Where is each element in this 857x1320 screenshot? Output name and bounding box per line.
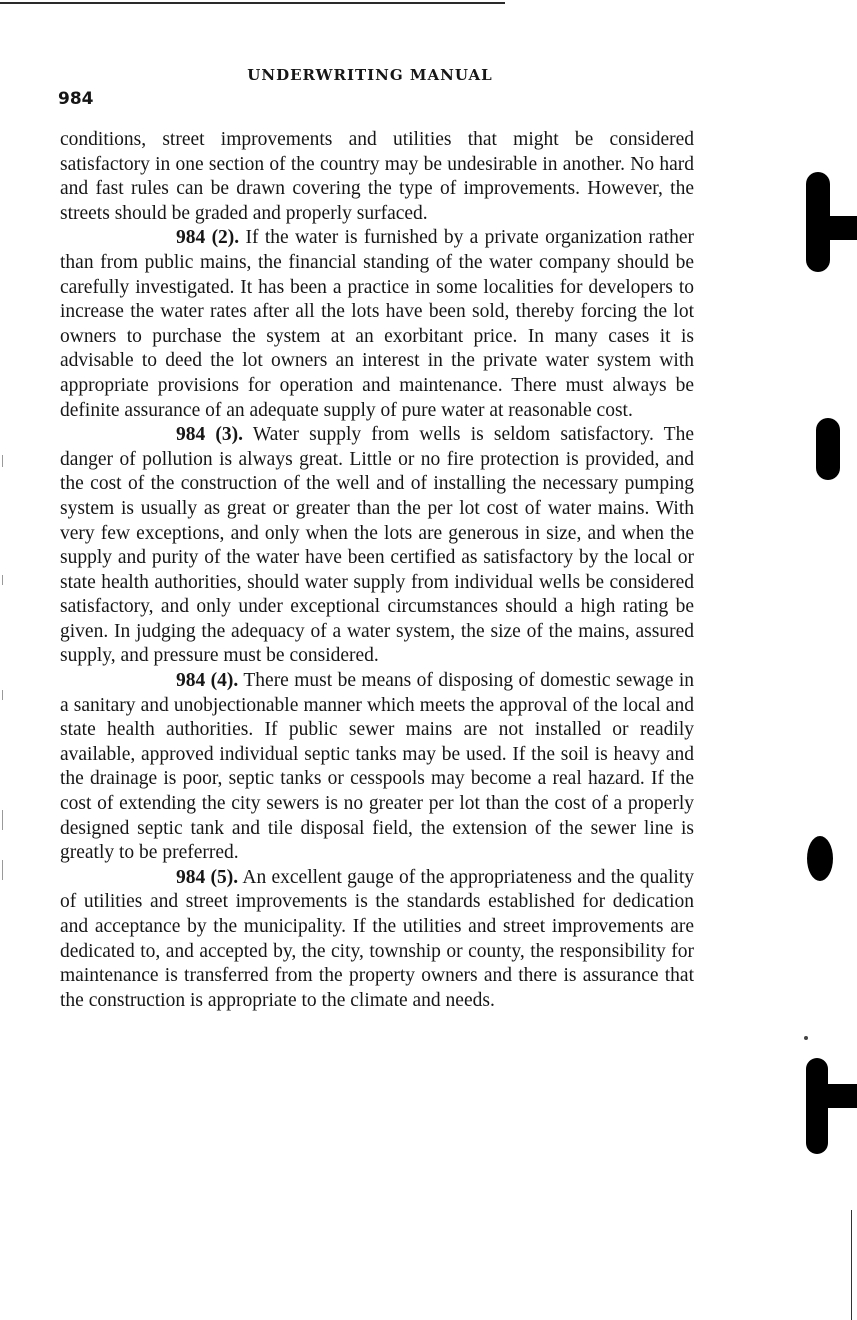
right-edge-shadow: [851, 1210, 852, 1320]
binding-hole-lower-circle: [807, 836, 833, 881]
speck: [804, 1036, 808, 1040]
paragraph-984-3: [60, 423, 694, 669]
paragraph-text: If the water is furnished by a private organization rather than from public mains, the financial standing of the water company should be carefully investigated. It has been a practice in some localities for developers to increase the water rates after all the lots have been sold, thereby forcing the lot owners to purchase the system at an exorbitant price. In many cases it is advisable to deed the lot owners an interest in the private water system with appropriate provisions for operation and maintenance. There must always be definite assurance of an adequate supply of pure water at reasonable cost.: [60, 227, 695, 421]
section-number: 984 (2).: [176, 227, 240, 249]
left-edge-tick: [2, 810, 3, 830]
left-edge-tick: [2, 575, 3, 585]
paragraph-984-2: [60, 226, 694, 423]
paragraph-continued: [60, 128, 694, 226]
paragraph-text: An excellent gauge of the appropriateness and the quality of utilities and street improvements is the standards established for dedication and acceptance by the municipality. If the utilities and street improvements are dedicated to, and accepted by, the city, township or county, the responsibility for maintenance is transferred from the property owners and there is assurance that the construction is appropriate to the climate and needs.: [60, 866, 694, 1011]
left-edge-tick: [2, 455, 3, 467]
left-edge-tick: [2, 860, 3, 880]
paragraph-984-4: [60, 669, 694, 866]
binding-hole-bottom-horizontal: [815, 1084, 857, 1108]
paragraph-text: conditions, street improvements and utilities that might be considered satisfactory in one section of the country may be undesirable in another. No hard and fast rules can be drawn covering the type of improvements. However, the streets should be graded and properly surfaced.: [60, 129, 694, 224]
section-number: 984 (5).: [176, 866, 239, 888]
running-title: UNDERWRITING MANUAL: [247, 66, 493, 84]
section-number: 984 (4).: [176, 670, 239, 692]
left-edge-tick: [2, 690, 3, 700]
paragraph-text: Water supply from wells is seldom satisfactory. The danger of pollution is always great. Little or no fire protection is provided, and the cost of the construction of the well and of installing the necessary pumping system is usually as great or greater than the per lot cost of water mains. With very few exceptions, and only when the lots are generous in size, and when the supply and purity of the water have been certified as satisfactory by the local or state health authorities, should water supply from individual wells be considered satisfactory, and only under exceptional circumstances should a high rating be given. In judging the adequacy of a water system, the size of the mains, assured supply, and pressure must be considered.: [60, 424, 694, 667]
body-text: [60, 128, 694, 1013]
paragraph-text: There must be means of disposing of domestic sewage in a sanitary and unobjectionable manner which meets the approval of the local and state health authorities. If public sewer mains are not installed or readily available, approved individual septic tanks may be used. If the soil is heavy and the drainage is poor, septic tanks or cesspools may become a real hazard. If the cost of extending the city sewers is no greater per lot than the cost of a properly designed septic tank and tile disposal field, the extension of the sewer line is greatly to be preferred.: [60, 670, 694, 864]
section-number: 984 (3).: [176, 424, 244, 446]
paragraph-984-5: [60, 866, 694, 1014]
top-rule: [0, 2, 505, 4]
page-number: 984: [58, 89, 94, 109]
binding-hole-upper-oval: [816, 418, 840, 480]
binding-hole-top-horizontal: [818, 216, 857, 240]
